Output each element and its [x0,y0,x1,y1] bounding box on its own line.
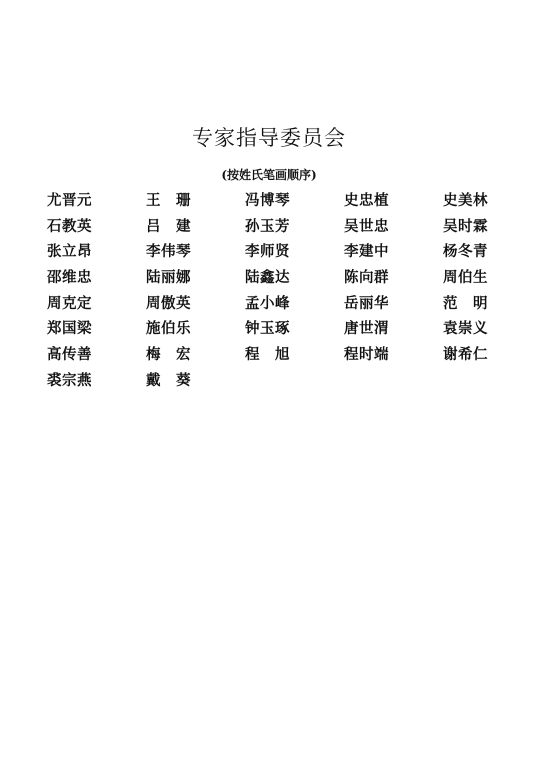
member-name: 李伟琴 [146,243,191,261]
member-name: 周克定 [47,294,92,312]
member-name: 陆丽娜 [146,269,191,287]
member-name: 谢希仁 [443,346,488,364]
member-name: 杨冬青 [443,243,488,261]
member-name: 程 旭 [245,346,290,364]
member-name: 范 明 [443,294,488,312]
member-name: 陆鑫达 [245,269,290,287]
member-name: 史美林 [443,192,488,209]
member-name: 李师贤 [245,243,290,261]
member-name: 程时端 [344,346,389,364]
member-name: 周傲英 [146,294,191,312]
member-name: 张立昂 [47,243,92,261]
member-name: 唐世渭 [344,320,389,338]
member-name: 陈向群 [344,269,389,287]
member-name: 钟玉琢 [245,320,290,338]
member-name: 施伯乐 [146,320,191,338]
member-name: 高传善 [47,346,92,364]
member-name: 吕 建 [146,217,191,235]
member-name: 史忠植 [344,192,389,209]
member-name: 岳丽华 [344,294,389,312]
member-name: 邵维忠 [47,269,92,287]
member-name: 周伯生 [443,269,488,287]
member-name: 冯博琴 [245,192,290,209]
member-name: 尤晋元 [47,192,92,209]
member-name: 孟小峰 [245,294,290,312]
member-name: 吴世忠 [344,217,389,235]
member-name: 郑国梁 [47,320,92,338]
page-title: 专家指导委员会 [192,126,346,150]
member-name: 梅 宏 [146,346,191,364]
member-name: 李建中 [344,243,389,261]
member-name: 袁崇义 [443,320,488,338]
member-list [47,190,507,396]
member-name: 吴时霖 [443,217,488,235]
member-name: 孙玉芳 [245,217,290,235]
sort-order-note: (按姓氏笔画顺序) [221,168,317,182]
member-name: 王 珊 [146,192,191,209]
member-name: 石教英 [47,217,92,235]
member-name: 戴 葵 [146,371,191,389]
member-name: 裘宗燕 [47,371,92,389]
